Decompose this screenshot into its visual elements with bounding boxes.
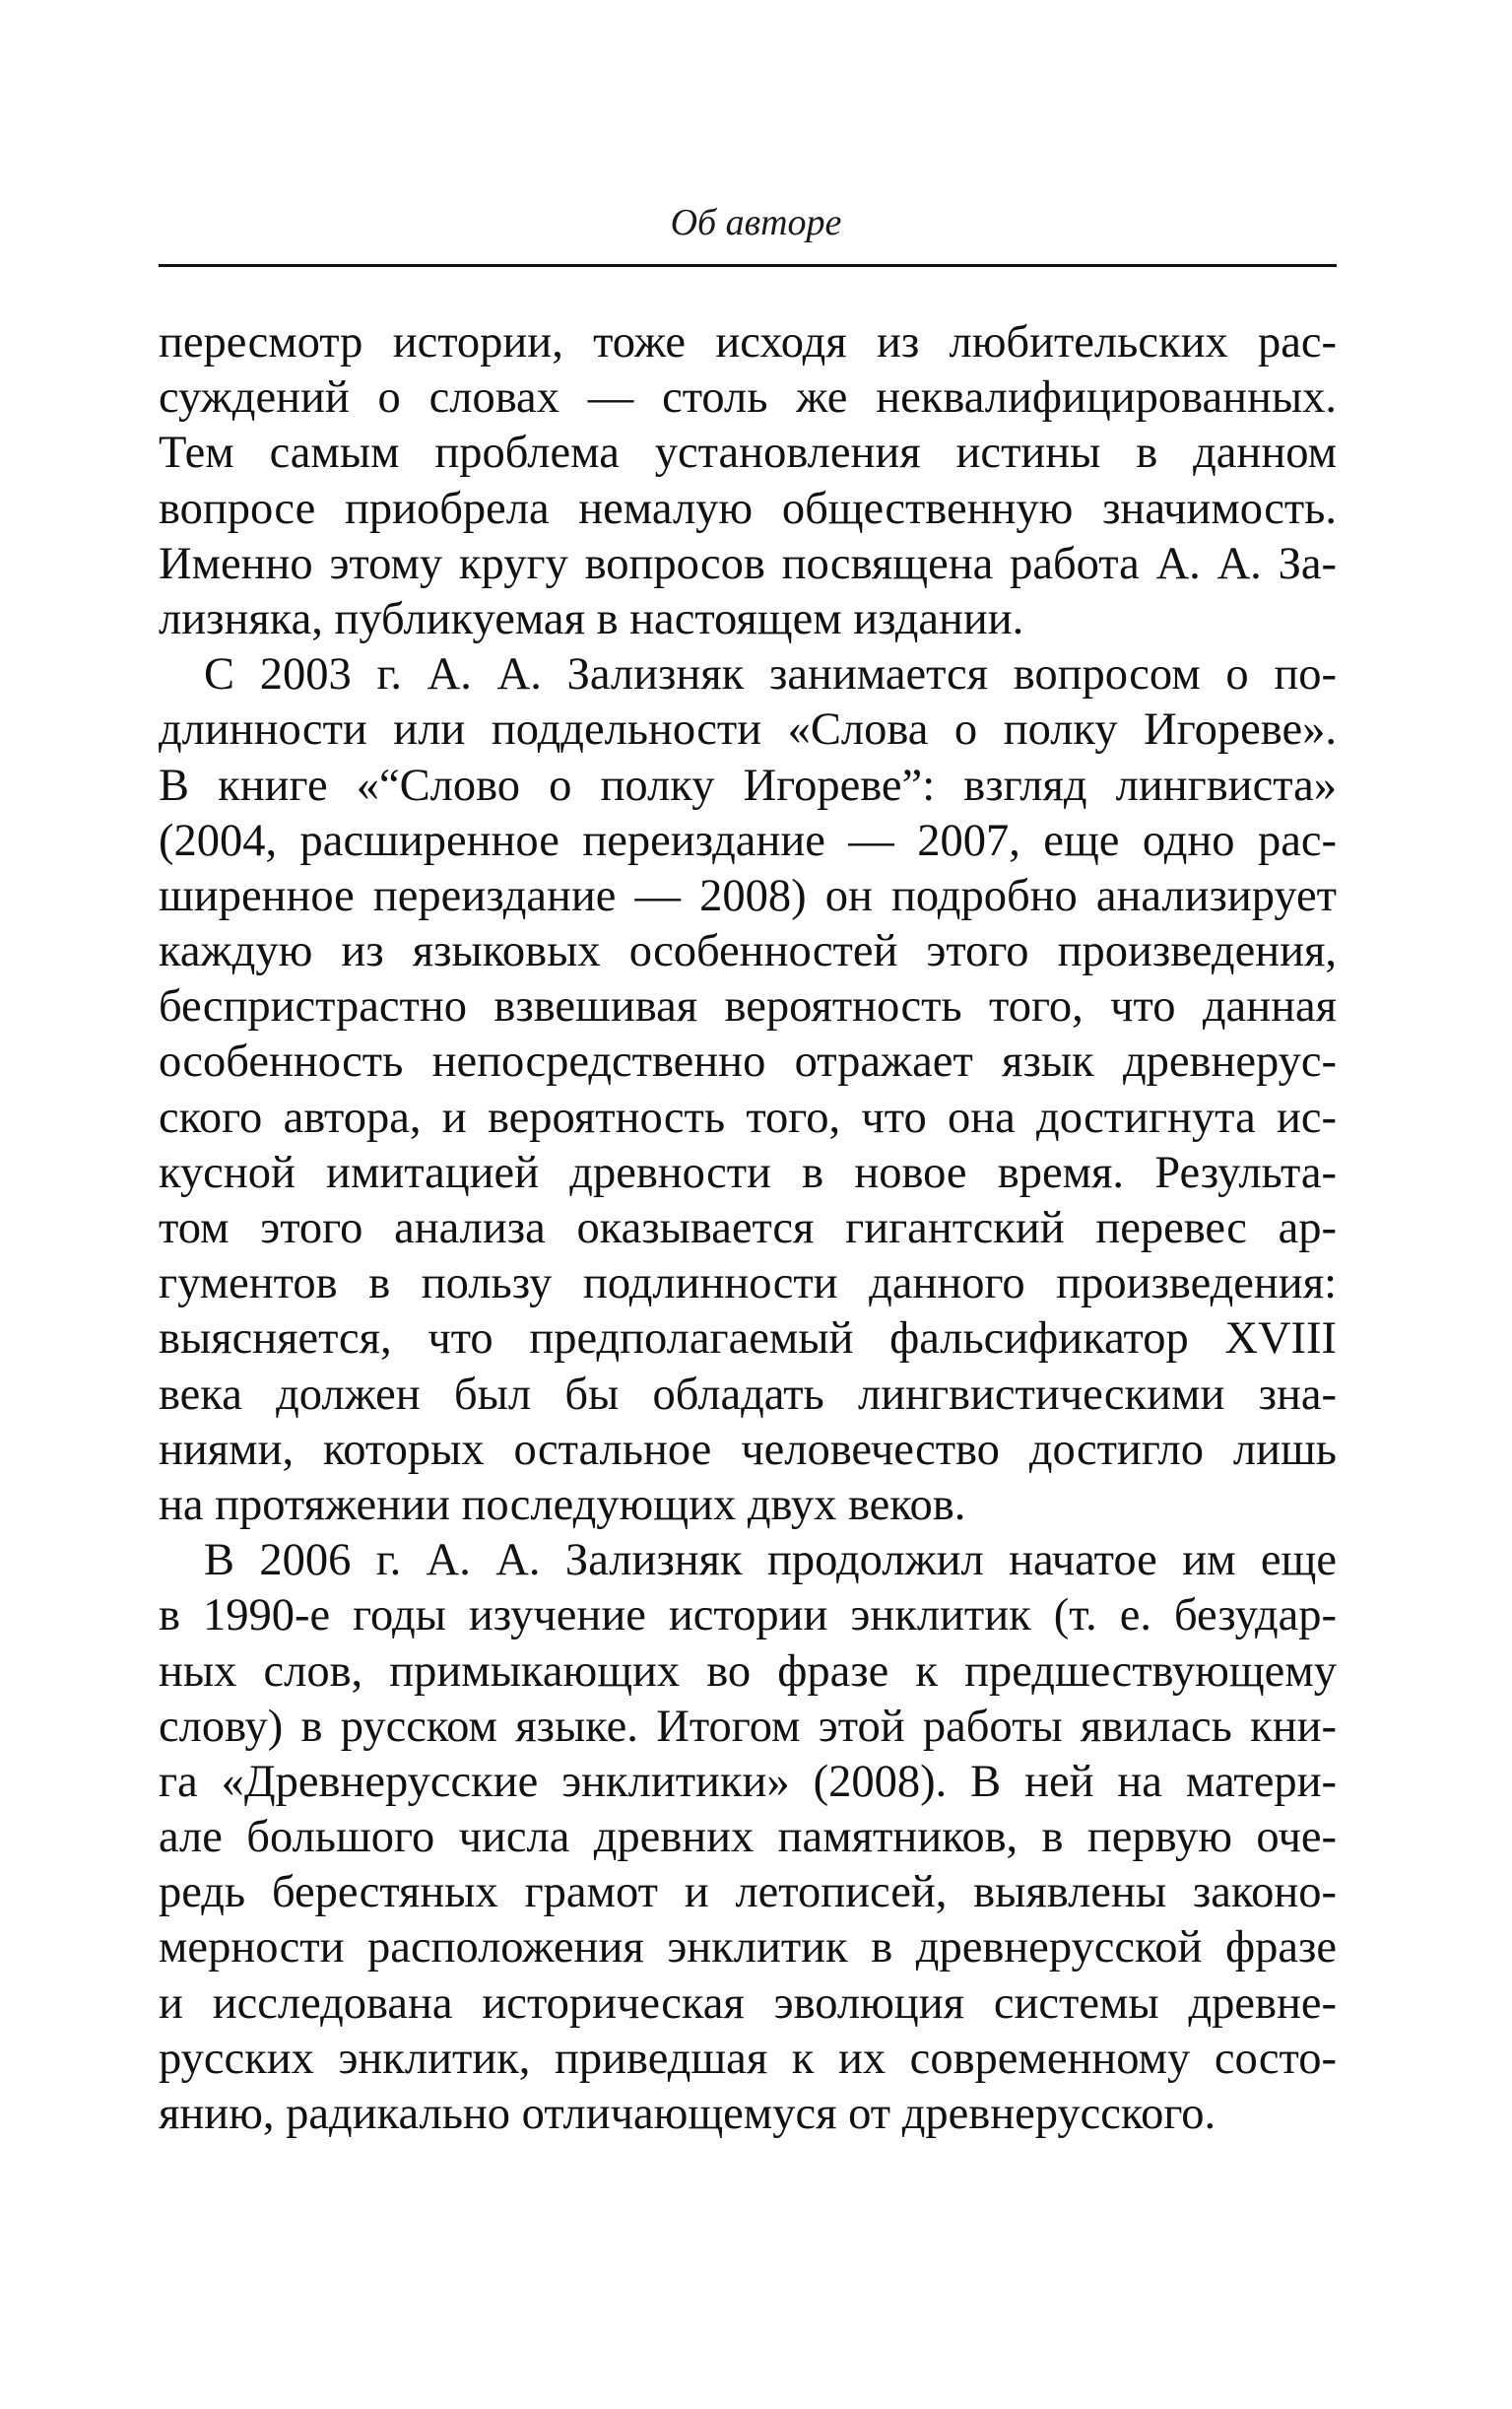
text-line: ского автора, и вероятность того, что она достигнута ис- [159, 1092, 1337, 1143]
text-line: беспристрастно взвешивая вероятность того, что данная [159, 981, 1337, 1033]
text-line: В 2006 г. А. А. Зализняк продолжил начатое им еще [204, 1535, 1337, 1586]
text-line: але большого числа древних памятников, в первую оче- [159, 1812, 1337, 1863]
text-line: суждений о словах — столь же неквалифицированных. [159, 372, 1337, 424]
text-line: (2004, расширенное переиздание — 2007, еще одно рас- [159, 815, 1337, 866]
text-line: и исследована историческая эволюция системы древне- [159, 1977, 1337, 2029]
text-line: пересмотр истории, тоже исходя из любительских рас- [159, 317, 1337, 368]
text-line: слову) в русском языке. Итогом этой работы явилась кни- [159, 1701, 1337, 1752]
text-line: ных слов, примыкающих во фразе к предшествующему [159, 1645, 1337, 1697]
text-line: века должен был бы обладать лингвистическими зна- [159, 1369, 1337, 1420]
text-line: особенность непосредственно отражает язык древнерус- [159, 1037, 1337, 1088]
text-line: гументов в пользу подлинности данного произведения: [159, 1258, 1337, 1309]
body-text [159, 315, 1337, 2142]
text-line: на протяжении последующих двух веков. [159, 1479, 966, 1530]
text-line: ниями, которых остальное человечество достигло лишь [159, 1424, 1337, 1475]
text-line: том этого анализа оказывается гигантский перевес ар- [159, 1203, 1337, 1253]
text-line: га «Древнерусские энклитики» (2008). В ней на матери- [159, 1756, 1337, 1807]
text-line: кусной имитацией древности в новое время. Результа- [159, 1147, 1337, 1198]
text-line: каждую из языковых особенностей этого произведения, [159, 926, 1337, 977]
text-line: ширенное переиздание — 2008) он подробно анализирует [159, 870, 1337, 921]
text-line: янию, радикально отличающемуся от древнерусского. [159, 2089, 1216, 2139]
paragraph [159, 1533, 1337, 2142]
paragraph [159, 647, 1337, 1533]
text-line: в 1990-е годы изучение истории энклитик (т. е. безудар- [159, 1590, 1337, 1641]
text-line: русских энклитик, приведшая к их современному состо- [159, 2033, 1337, 2084]
text-line: вопросе приобрела немалую общественную значимость. [159, 483, 1337, 534]
text-line: Тем самым проблема установления истины в данном [159, 428, 1337, 479]
text-line: С 2003 г. А. А. Зализняк занимается вопросом о по- [204, 649, 1337, 701]
text-line: Именно этому кругу вопросов посвящена работа А. А. За- [159, 538, 1337, 589]
text-line: мерности расположения энклитик в древнерусской фразе [159, 1922, 1337, 1974]
text-line: редь берестяных грамот и летописей, выявлены законо- [159, 1867, 1337, 1918]
running-head: Об авторе [670, 202, 842, 243]
text-line: длинности или поддельности «Слова о полку Игореве». [159, 704, 1337, 756]
header-rule [159, 264, 1337, 267]
text-line: В книге «“Слово о полку Игореве”: взгляд лингвиста» [159, 760, 1337, 811]
paragraph [159, 315, 1337, 647]
text-line: лизняка, публикуемая в настоящем издании. [159, 593, 1024, 644]
text-line: выясняется, что предполагаемый фальсификатор XVIII [159, 1313, 1337, 1365]
